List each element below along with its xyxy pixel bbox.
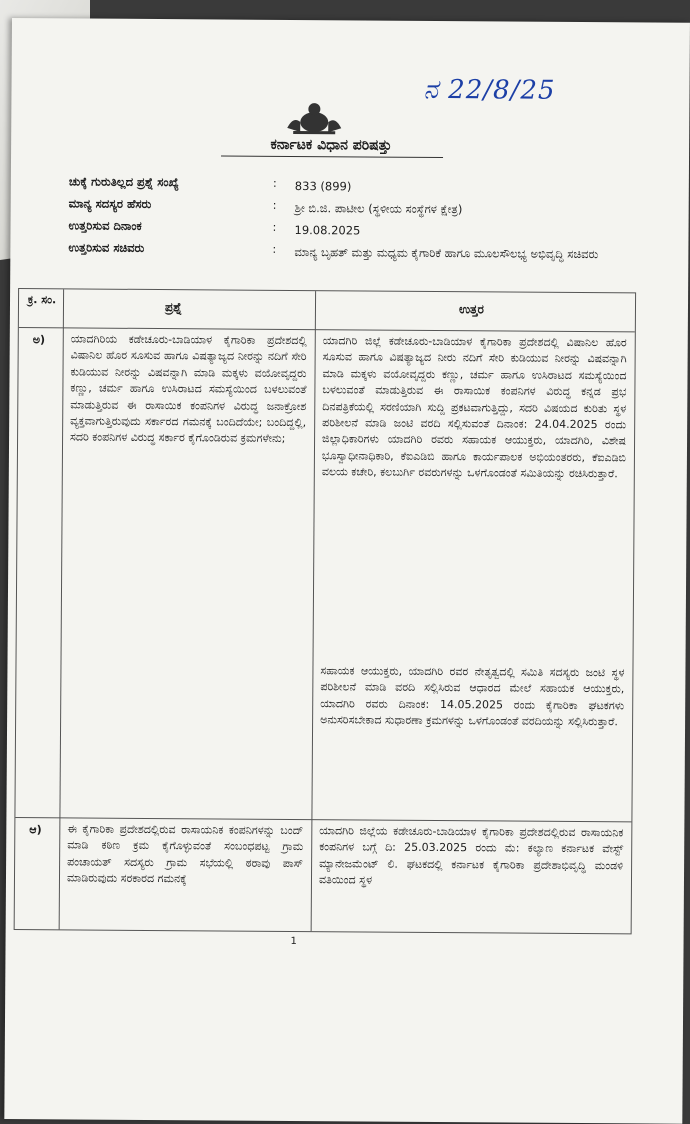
meta-label: ಮಾನ್ಯ ಸದಸ್ಯರ ಹೆಸರು <box>68 196 152 211</box>
table-header <box>19 289 635 332</box>
page-title: ಕರ್ನಾಟಕ ವಿಧಾನ ಪರಿಷತ್ತು <box>270 136 392 154</box>
handwritten-note: ನ 22/8/25 <box>423 74 556 106</box>
question-answer-table <box>14 288 636 934</box>
meta-value: ಶ್ರೀ ಬಿ.ಜಿ. ಪಾಟೀಲ (ಸ್ಥಳೀಯ ಸಂಸ್ಥೆಗಳ ಕ್ಷೇತ್ರ) <box>294 200 463 217</box>
meta-colon: : <box>272 241 277 256</box>
page-number: 1 <box>290 935 297 948</box>
meta-value: ಮಾನ್ಯ ಬೃಹತ್ ಮತ್ತು ಮಧ್ಯಮ ಕೈಗಾರಿಕೆ ಹಾಗೂ ಮೂಲಸೌಲಭ್ಯ ಅಭಿವೃದ್ಧಿ ಸಚಿವರು <box>294 244 599 262</box>
state-emblem-icon <box>283 100 345 136</box>
header-serial-number: ಕ್ರ. ಸಂ. <box>27 293 57 307</box>
document-page <box>4 18 690 1124</box>
meta-colon: : <box>272 175 277 190</box>
meta-colon: : <box>272 197 277 212</box>
meta-value: 833 (899) <box>294 178 352 194</box>
header-answer: ಉತ್ತರ <box>458 302 484 317</box>
header-question: ಪ್ರಶ್ನೆ <box>164 300 182 315</box>
column-divider <box>311 291 316 931</box>
column-divider <box>59 289 64 929</box>
answer-paragraph: ಯಾದಗಿರಿ ಜಿಲ್ಲೆ ಕಡೇಚೂರು-ಬಾಡಿಯಾಳ ಕೈಗಾರಿಕಾ ಪ್ರದೇಶದಲ್ಲಿ ವಿಷಾನಿಲ ಹೊರ ಸೂಸುವ ಹಾಗೂ ವಿಷತ್ಯಾಜ್ಯದ ನೀರು ನದಿಗೆ ಸೇರಿ ಕುಡಿಯುವ ನೀರನ್ನು ವಿಷವನ್ನಾಗಿ ಮಾಡಿ ಮಕ್ಕಳು ವಯೋವೃದ್ದರು ಕಣ್ಣು, ಚರ್ಮ ಹಾಗೂ ಉಸಿರಾಟದ ಸಮಸ್ಯೆಯಿಂದ ಬಳಲುವಂತೆ ಮಾಡುತ್ತಿರುವ ಈ ರಾಸಾಯಿಕ ಕಂಪನಿಗಳ ವಿರುದ್ಧ ಕನ್ನಡ ಪ್ರಭ ದಿನಪತ್ರಿಕೆಯಲ್ಲಿ ಸರಣಿಯಾಗಿ ಸುದ್ದಿ ಪ್ರಕಟವಾಗುತ್ತಿದ್ದು, ಸದರಿ ವಿಷಯದ ಕುರಿತು ಸ್ಥಳ ಪರಿಶೀಲನೆ ಮಾಡಿ ಜಂಟಿ ವರದಿ ಸಲ್ಲಿಸುವಂತೆ ದಿನಾಂಕ: 24.04.2025 ರಂದು ಜಿಲ್ಲಾಧಿಕಾರಿಗಳು ಯಾದಗಿರಿ ರವರು ಸಹಾಯಕ ಆಯುಕ್ತರು, ಯಾದಗಿರಿ, ವಿಶೇಷ ಭೂಸ್ವಾಧೀನಾಧಿಕಾರಿ, ಕೆಐಎಡಿಬಿ ಹಾಗೂ ಕಾರ್ಯಪಾಲಕ ಅಭಿಯಂತರರು, ಕೆಐಎಡಿಬಿ ವಲಯ ಕಚೇರಿ, ಕಲಬುರ್ಗಿ ರವರುಗಳನ್ನು ಒಳಗೊಂಡಂತೆ ಸಮಿತಿಯನ್ನು ರಚಿಸಿರುತ್ತಾರೆ. <box>321 334 627 481</box>
row-number: ಆ) <box>29 823 42 837</box>
meta-row-minister <box>68 240 628 288</box>
meta-label: ಉತ್ತರಿಸುವ ಸಚಿವರು <box>68 240 145 255</box>
title-underline <box>221 155 443 158</box>
question-cell: ಈ ಕೈಗಾರಿಕಾ ಪ್ರದೇಶದಲ್ಲಿರುವ ರಾಸಾಯನಿಕ ಕಂಪನಿಗಳನ್ನು ಬಂದ್ ಮಾಡಿ ಕಠಿಣ ಕ್ರಮ ಕೈಗೊಳ್ಳುವಂತೆ ಸಂಬಂಧಪಟ್ಟ ಗ್ರಾಮ ಪಂಚಾಯತ್ ಸದಸ್ಯರು ಗ್ರಾಮ ಸಭೆಯಲ್ಲಿ ಠರಾವು ಪಾಸ್ ಮಾಡಿರುವುದು ಸರಕಾರದ ಗಮನಕ್ಕೆ <box>66 822 304 886</box>
row-number: ಅ) <box>32 333 46 347</box>
question-cell: ಯಾದಗಿರಿಯ ಕಡೇಚೂರು-ಬಾಡಿಯಾಳ ಕೈಗಾರಿಕಾ ಪ್ರದೇಶದಲ್ಲಿ ವಿಷಾನಿಲ ಹೊರ ಸೂಸುವ ಹಾಗೂ ವಿಷತ್ಯಾಜ್ಯದ ನೀರನ್ನು ನದಿಗೆ ಸೇರಿ ಕುಡಿಯುವ ನೀರನ್ನು ವಿಷವನ್ನಾಗಿ ಮಾಡಿ ಮಕ್ಕಳು ವಯೋವೃದ್ದರು ಕಣ್ಣು, ಚರ್ಮ ಹಾಗೂ ಉಸಿರಾಟದ ಸಮಸ್ಯೆಯಿಂದ ಬಳಲುವಂತೆ ಮಾಡುತ್ತಿರುವ ಈ ರಾಸಾಯಿಕ ಕಂಪನಿಗಳ ವಿರುದ್ಧ ಜನಾಕ್ರೋಶ ವ್ಯಕ್ತವಾಗುತ್ತಿರುವುದು ಸರ್ಕಾರದ ಗಮನಕ್ಕೆ ಬಂದಿದೆಯೇ; ಬಂದಿದ್ದಲ್ಲಿ, ಸದರಿ ಕಂಪನಿಗಳ ವಿರುದ್ಧ ಸರ್ಕಾರ ಕೈಗೊಂಡಿರುವ ಕ್ರಮಗಳೇನು; <box>70 332 307 446</box>
meta-value: 19.08.2025 <box>294 222 361 238</box>
answer-paragraph: ಯಾದಗಿರಿ ಜಿಲ್ಲೆಯ ಕಡೇಚೂರು-ಬಾಡಿಯಾಳ ಕೈಗಾರಿಕಾ ಪ್ರದೇಶದಲ್ಲಿರುವ ರಾಸಾಯನಿಕ ಕಂಪನಿಗಳ ಬಗ್ಗೆ ದಿ: 25.03.2025 ರಂದು ಮೆ: ಕಲ್ಯಾಣ ಕರ್ನಾಟಕ ವೇಸ್ಟ್ ಮ್ಯಾನೇಜಮೆಂಟ್ ಲಿ. ಘಟಕದಲ್ಲಿ ಕರ್ನಾಟಕ ಕೈಗಾರಿಕಾ ಪ್ರದೇಶಾಭಿವೃದ್ಧಿ ಮಂಡಳಿ ವತಿಯಿಂದ ಸ್ಥಳ <box>318 824 624 887</box>
meta-label: ಚುಕ್ಕೆ ಗುರುತಿಲ್ಲದ ಪ್ರಶ್ನೆ ಸಂಖ್ಯೆ <box>68 174 179 190</box>
question-metadata <box>68 174 629 288</box>
answer-paragraph: ಸಹಾಯಕ ಆಯುಕ್ತರು, ಯಾದಗಿರಿ ರವರ ನೇತೃತ್ವದಲ್ಲಿ ಸಮಿತಿ ಸದಸ್ಯರು ಜಂಟಿ ಸ್ಥಳ ಪರಿಶೀಲನೆ ಮಾಡಿ ವರದಿ ಸಲ್ಲಿಸಿರುವ ಆಧಾರದ ಮೇಲೆ ಸಹಾಯಕ ಆಯುಕ್ತರು, ಯಾದಗಿರಿ ರವರು ದಿನಾಂಕ: 14.05.2025 ರಂದು ಕೈಗಾರಿಕಾ ಘಟಕಗಳು ಅನುಸರಿಸಬೇಕಾದ ಸುಧಾರಣಾ ಕ್ರಮಗಳನ್ನು ಒಳಗೊಂಡಂತೆ ವರದಿಯನ್ನು ಸಲ್ಲಿಸಿರುತ್ತಾರೆ. <box>320 664 625 729</box>
meta-colon: : <box>272 219 277 234</box>
meta-label: ಉತ್ತರಿಸುವ ದಿನಾಂಕ <box>68 218 142 233</box>
